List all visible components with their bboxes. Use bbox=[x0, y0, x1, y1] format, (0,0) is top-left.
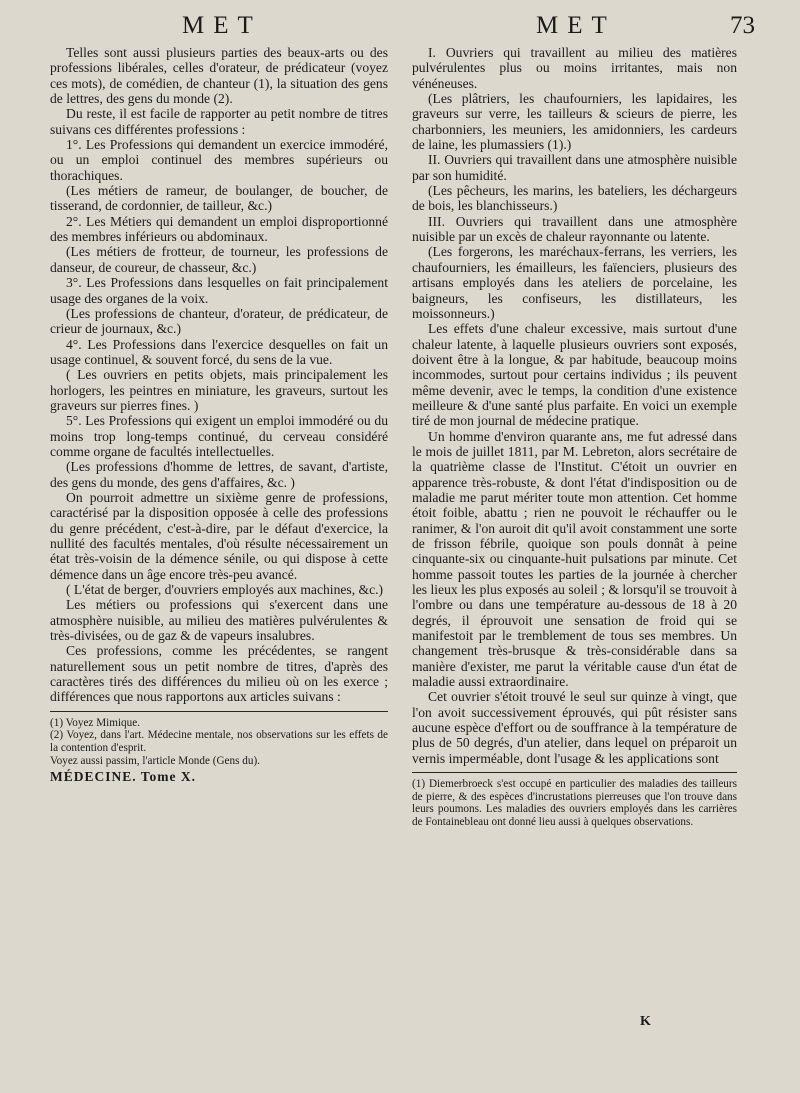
footnotes-left bbox=[50, 717, 388, 767]
paragraph: (Les plâtriers, les chaufourniers, les lapidaires, les graveurs sur verre, les tailleurs & scieurs de pierre, les charbonniers, les meuniers, les amidonniers, les cardeurs de laine, les plumassiers (1).) bbox=[412, 91, 737, 153]
paragraph: On pourroit admettre un sixième genre de professions, caractérisé par la disposition opposée à celle des professions du genre précédent, c'est-à-dire, par le défaut d'exercice, la nullité des facultés mentales, d'où résulte nécessairement un état très-voisin de la démence sénile, ou qui dispose à cette démence dans un âge encore très-peu avancé. bbox=[50, 489, 388, 582]
paragraph: (Les forgerons, les maréchaux-ferrans, les verriers, les chaufourniers, les émailleurs, les faïenciers, plusieurs des artisans employés dans les ateliers de porcelaine, les baigneurs, les confiseurs, les distillateurs, les moissonneurs.) bbox=[412, 244, 737, 321]
running-header bbox=[0, 6, 800, 40]
paragraph: Un homme d'environ quarante ans, me fut adressé dans le mois de juillet 1811, par M. Lebreton, alors secrétaire de la quatrième classe de l'Institut. C'étoit un ouvrier en apparence très-robuste, & dont l'état d'indisposition ou de maladie me parut mériter toute mon attention. Cet homme étoit foible, abattu ; rien ne pouvoit le réchauffer ou le ranimer, & l'on auroit dit qu'il avoit constamment une sorte de frisson fébrile, quoique son pouls donnât à peine cinquante-six ou cinquante-huit pulsations par minute. Cet homme passoit toutes les parties de la journée à chercher les lieux les plus exposés au soleil ; & lorsqu'il se trouvoit à l'ombre ou dans une température au-dessous de 18 à 20 degrés, il éprouvoit une sensation de froid qui se manifestoit par le tremblement de tous ses membres. Un changement très-brusque & très-considérable dans sa manière d'exister, me parut la véritable cause d'un état de maladie aussi extraordinaire. bbox=[412, 428, 737, 690]
footnotes-right bbox=[412, 778, 737, 828]
paragraph: 1°. Les Professions qui demandent un exercice immodéré, ou un emploi continuel des membres supérieurs ou thorachiques. bbox=[50, 137, 388, 183]
paragraph: Ces professions, comme les précédentes, se rangent naturellement sous un petit nombre de titres, d'après des caractères tirés des différences du milieu où on les exerce ; différences que nous rapportons aux articles suivans : bbox=[50, 643, 388, 705]
footnote: (1) Diemerbroeck s'est occupé en particulier des maladies des tailleurs de pierre, & des espèces d'incrustations pierreuses que l'on trouve dans leurs poumons. Les maladies des ouvriers employés dans les carrières de Fontainebleau ont donné lieu aussi à quelques observations. bbox=[412, 778, 737, 828]
right-column bbox=[412, 45, 737, 829]
paragraph: (Les professions d'homme de lettres, de savant, d'artiste, des gens du monde, des gens d'affaires, &c. ) bbox=[50, 459, 388, 490]
footnote: (1) Voyez Mimique. bbox=[50, 716, 141, 729]
paragraph: ( Les ouvriers en petits objets, mais principalement les horlogers, les peintres en miniature, les graveurs, surtout les graveurs sur pierres fines. ) bbox=[50, 367, 388, 413]
footnote: (2) Voyez, dans l'art. Médecine mentale, nos observations sur les effets de la contention d'esprit. bbox=[50, 729, 388, 754]
paragraph: Telles sont aussi plusieurs parties des beaux-arts ou des professions libérales, celles d'orateur, de prédicateur (voyez ces mots), de comédien, de chanteur (1), la situation des gens de lettres, des gens du monde (2). bbox=[50, 45, 388, 107]
paragraph: III. Ouvriers qui travaillent dans une atmosphère nuisible par un excès de chaleur rayonnante ou latente. bbox=[412, 213, 737, 245]
footnote-rule bbox=[50, 711, 388, 712]
paragraph: II. Ouvriers qui travaillent dans une atmosphère nuisible par son humidité. bbox=[412, 152, 737, 183]
footnote-rule bbox=[412, 772, 737, 773]
paragraph: (Les métiers de rameur, de boulanger, de boucher, de tisserand, de cordonnier, de tailleur, &c.) bbox=[50, 183, 388, 214]
paragraph: Les métiers ou professions qui s'exercent dans une atmosphère nuisible, au milieu des matières pulvérulentes & très-divisées, ou de gaz & de vapeurs insalubres. bbox=[50, 597, 388, 644]
page-number: 73 bbox=[730, 12, 755, 39]
paragraph: (Les pêcheurs, les marins, les bateliers, les déchargeurs de bois, les blanchisseurs.) bbox=[412, 183, 737, 214]
paragraph: 2°. Les Métiers qui demandent un emploi disproportionné des membres inférieurs ou abdominaux. bbox=[50, 213, 388, 245]
paragraph: I. Ouvriers qui travaillent au milieu des matières pulvérulentes plus ou moins irritantes, mais non vénéneuses. bbox=[412, 45, 737, 91]
paragraph: (Les métiers de frotteur, de tourneur, les professions de danseur, de coureur, de chasseur, &c.) bbox=[50, 244, 388, 275]
footnote: Voyez aussi passim, l'article Monde (Gens du). bbox=[50, 754, 260, 767]
paragraph: Du reste, il est facile de rapporter au petit nombre de titres suivans ces différentes professions : bbox=[50, 106, 388, 137]
header-left-title: MET bbox=[182, 12, 262, 39]
paragraph: (Les professions de chanteur, d'orateur, de prédicateur, de crieur de journaux, &c.) bbox=[50, 305, 388, 337]
left-column bbox=[50, 45, 388, 785]
paragraph: Les effets d'une chaleur excessive, mais surtout d'une chaleur latente, à laquelle plusieurs ouvriers sont exposés, doivent être à la longue, & par habitude, beaucoup moins incommodes, surtout pour certains individus ; ils peuvent même devenir, avec le temps, la condition d'une existence meilleure & d'une santé plus parfaite. En voici un exemple tiré de mon journal de médecine pratique. bbox=[412, 321, 737, 429]
header-right-title: MET bbox=[536, 12, 616, 39]
paragraph: 5°. Les Professions qui exigent un emploi immodéré ou du moins trop long-temps continué, du cerveau considéré comme organe de facultés intellectuelles. bbox=[50, 413, 388, 459]
paragraph: 4°. Les Professions dans l'exercice desquelles on fait un usage continuel, & souvent forcé, du sens de la vue. bbox=[50, 336, 388, 367]
catchword: K bbox=[640, 1014, 651, 1029]
paragraph: 3°. Les Professions dans lesquelles on fait principalement usage des organes de la voix. bbox=[50, 275, 388, 306]
paragraph: Cet ouvrier s'étoit trouvé le seul sur quinze à vingt, que l'on avoit successivement éprouvés, qui pût résister sans aucune espèce d'effort ou de souffrance à la température de plus de 50 degrés, d'un atelier, dans lequel on préparoit un vernis imperméable, dont l'usage & les applications sont bbox=[412, 689, 737, 766]
paragraph: ( L'état de berger, d'ouvriers employés aux machines, &c.) bbox=[66, 582, 384, 598]
signature-mark: MÉDECINE. Tome X. bbox=[50, 769, 197, 785]
